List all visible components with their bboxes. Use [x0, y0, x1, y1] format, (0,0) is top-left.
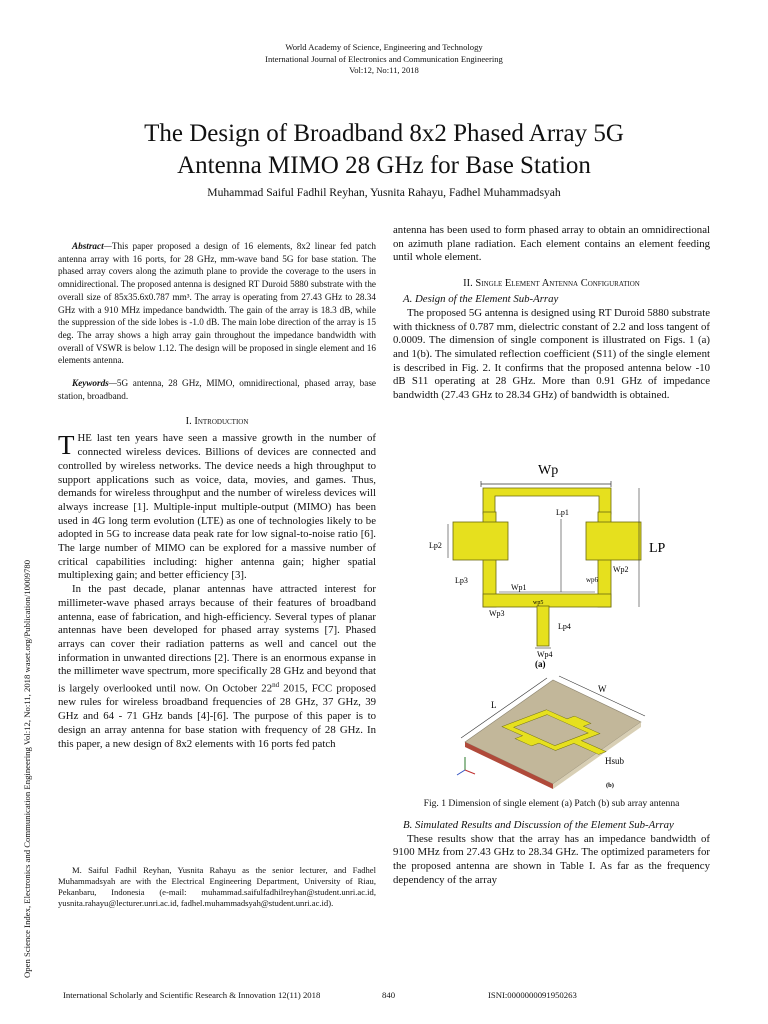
patch-left-wing — [453, 522, 508, 560]
label-lp1: Lp1 — [556, 508, 569, 517]
left-column — [58, 240, 376, 751]
patch-right-wing — [586, 522, 641, 560]
figure-1b-subarray — [457, 676, 645, 789]
journal-publisher: World Academy of Science, Engineering and Technology — [285, 42, 483, 52]
author-footnote: M. Saiful Fadhil Reyhan, Yusnita Rahayu as the senior lecturer, and Fadhel Muhammadsyah are with the Electrical Engineering Department, University of Riau, Pekanbaru, Indonesia (e-mail: muhammad.saifulfadhilreyhan@student.unri.ac.id, yusnita.rahayu@lecturer.unri.ac.id, fadhel.muhammadsyah@student.unri.ac.id). — [58, 865, 376, 908]
right-column-lower — [393, 798, 710, 888]
label-lp2: Lp2 — [429, 541, 442, 550]
abstract-dash: — — [103, 241, 112, 251]
subsection-a-heading: A. Design of the Element Sub-Array — [403, 293, 559, 306]
figure-1-caption: Fig. 1 Dimension of single element (a) Patch (b) sub array antenna — [423, 798, 680, 809]
patch-bottom-bar — [483, 594, 611, 607]
label-lp3: Lp3 — [455, 576, 468, 585]
label-w: W — [598, 684, 607, 694]
label-lp4: Lp4 — [558, 622, 571, 631]
label-wp2: Wp2 — [613, 565, 629, 574]
label-wp6: wp6 — [586, 576, 599, 584]
axis-y-icon — [457, 770, 465, 775]
patch-top-bar — [483, 488, 611, 514]
label-l: L — [491, 700, 497, 710]
page-number: 840 — [382, 990, 396, 1000]
label-wp: Wp — [538, 463, 559, 478]
keywords — [58, 377, 376, 402]
caption-a: (a) — [535, 659, 546, 669]
authors: Muhammad Saiful Fadhil Reyhan, Yusnita Rahayu, Fadhel Muhammadsyah — [207, 186, 561, 199]
subsection-b-heading: B. Simulated Results and Discussion of the Element Sub-Array — [403, 819, 674, 831]
substrate-top — [465, 680, 641, 784]
keywords-dash: — — [108, 378, 117, 389]
drop-cap: T — [58, 430, 75, 461]
keywords-label: Keywords — [72, 378, 109, 389]
label-wp3: Wp3 — [489, 609, 505, 618]
side-citation: Open Science Index, Electronics and Communication Engineering Vol:12, No:11, 2018 waset.org/Publication/10009780 — [22, 559, 32, 978]
title-line-1: The Design of Broadband 8x2 Phased Array 5G — [144, 120, 624, 147]
paper-title — [40, 118, 728, 182]
intro-paragraph-1-text: HE last ten years have seen a massive growth in the number of connected wireless devices. Billions of devices are connected and controlled by wireless networks. The device needs a high throughput to support applications such as voice, data, movies, and games. Thus, demands for wireless throughput and the number of wireless devices will always increase [1]. Multiple-input multiple-output (MIMO) has been used in 4G long term evolution (LTE) as one of technologies likely to be adopted in 5G to increase data peak rate for low signal-to-noise ratio [6]. The large number of MIMO can be explored for a massive number of critical capabilities including: higher antenna gain; higher spatial multiplexing gain; and better efficiency [3]. — [58, 432, 376, 582]
label-wp4: Wp4 — [537, 650, 553, 659]
abstract-text: This paper proposed a design of 16 elements, 8x2 linear fed patch antenna array with 16 ports, for 28 GHz, mm-wave band 5G for base station. The phased array covers along the azimuth plane to provide the coverage to the users in omnidirectional. The proposed antenna is designed RT Duroid 5880 substrate with the overall size of 85x35.6x0.787 mm³. The array is operating from 27.43 GHz to 28.34 GHz with a 910 MHz impedance bandwidth. The gain of the array is 18.3 dB, while the suppression of the side lobes is -1.0 dB. The main lobe direction of the array is 15 deg. The array shows a high array gain throughout the impedance bandwidth with overall of VSWR is below 1.12. The design will be proposed in single element and 16 elements antenna. — [58, 241, 376, 366]
keywords-text: 5G antenna, 28 GHz, MIMO, omnidirectional, phased array, base station, broadband. — [58, 378, 376, 401]
intro-paragraph-1 — [58, 432, 376, 583]
footer-publisher: International Scholarly and Scientific Research & Innovation 12(11) 2018 — [63, 990, 321, 1000]
label-wp5: wp5 — [533, 600, 544, 606]
abstract — [58, 240, 376, 367]
section-heading-introduction: I. Introduction — [185, 416, 249, 428]
title-line-2: Antenna MIMO 28 GHz for Base Station — [177, 152, 591, 179]
figure-1a-patch — [429, 463, 666, 669]
label-lp: LP — [649, 541, 666, 556]
label-hsub: Hsub — [605, 756, 625, 766]
journal-name: International Journal of Electronics and Communication Engineering — [265, 53, 503, 64]
superscript-nd: nd — [272, 681, 280, 690]
patch-feed-line — [537, 606, 549, 646]
abstract-label: Abstract — [72, 241, 104, 251]
label-wp1: Wp1 — [511, 583, 527, 592]
intro-paragraph-2-part1: In the past decade, planar antennas have attracted interest for millimeter-wave phased arrays because of their features of broadband antenna, ease of fabrication, and high-efficiency. Several types of planar antennas have been developed for phased array systems [7]. Phased arrays can cover their radiation patterns as well and cancel out the information in unwanted directions [2]. There is an enormous expanse in the millimeter wave spectrum, more specifically 28 GHz and beyond that is largely overlooked until now. On October 22 — [58, 583, 376, 695]
axis-x-icon — [465, 770, 475, 774]
figure-1 — [393, 452, 713, 798]
right-column — [393, 224, 710, 403]
subsection-b-paragraph: These results show that the array has an impedance bandwidth of 9100 MHz from 27.43 GHz to 28.34 GHz. The optimized parameters for the proposed antenna are shown in Table I. As far as the frequency dependency of the array — [393, 832, 710, 886]
journal-volume: Vol:12, No:11, 2018 — [349, 65, 419, 75]
continuation-paragraph: antenna has been used to form phased array to obtain an omnidirectional on azimuth plane radiation. Each element contains an element feeding until whole element. — [393, 224, 710, 264]
section-heading-single-element: II. Single Element Antenna Configuration — [463, 278, 640, 290]
footer-isni: ISNI:0000000091950263 — [488, 990, 577, 1000]
caption-b: (b) — [606, 782, 614, 789]
intro-paragraph-2-part2: 2015, FCC proposed new rules for wireless broadband frequencies of 28 GHz, 37 GHz, 39 GHz and 64 - 71 GHz bands [4]-[6]. The purpose of this paper is to design an array antenna for base station with frequency of 28 GHz. In this paper, a new design of 8x2 elements with 16 ports fed patch — [58, 682, 376, 750]
journal-header — [0, 42, 768, 77]
intro-paragraph-2 — [58, 583, 376, 751]
subsection-a-paragraph: The proposed 5G antenna is designed using RT Duroid 5880 substrate with thickness of 0.787 mm, dielectric constant of 2.2 and loss tangent of 0.0009. The dimension of single component is illustrated on Figs. 1 (a) and 1(b). The simulated reflection coefficient (S11) of the single element is described in Fig. 2. It confirms that the proposed antenna below -10 dB S11 operating at 28 GHz. More than 0.91 GHz of impedance bandwidth (27.43 GHz to 28.34 GHz) of bandwidth is obtained. — [393, 306, 710, 402]
